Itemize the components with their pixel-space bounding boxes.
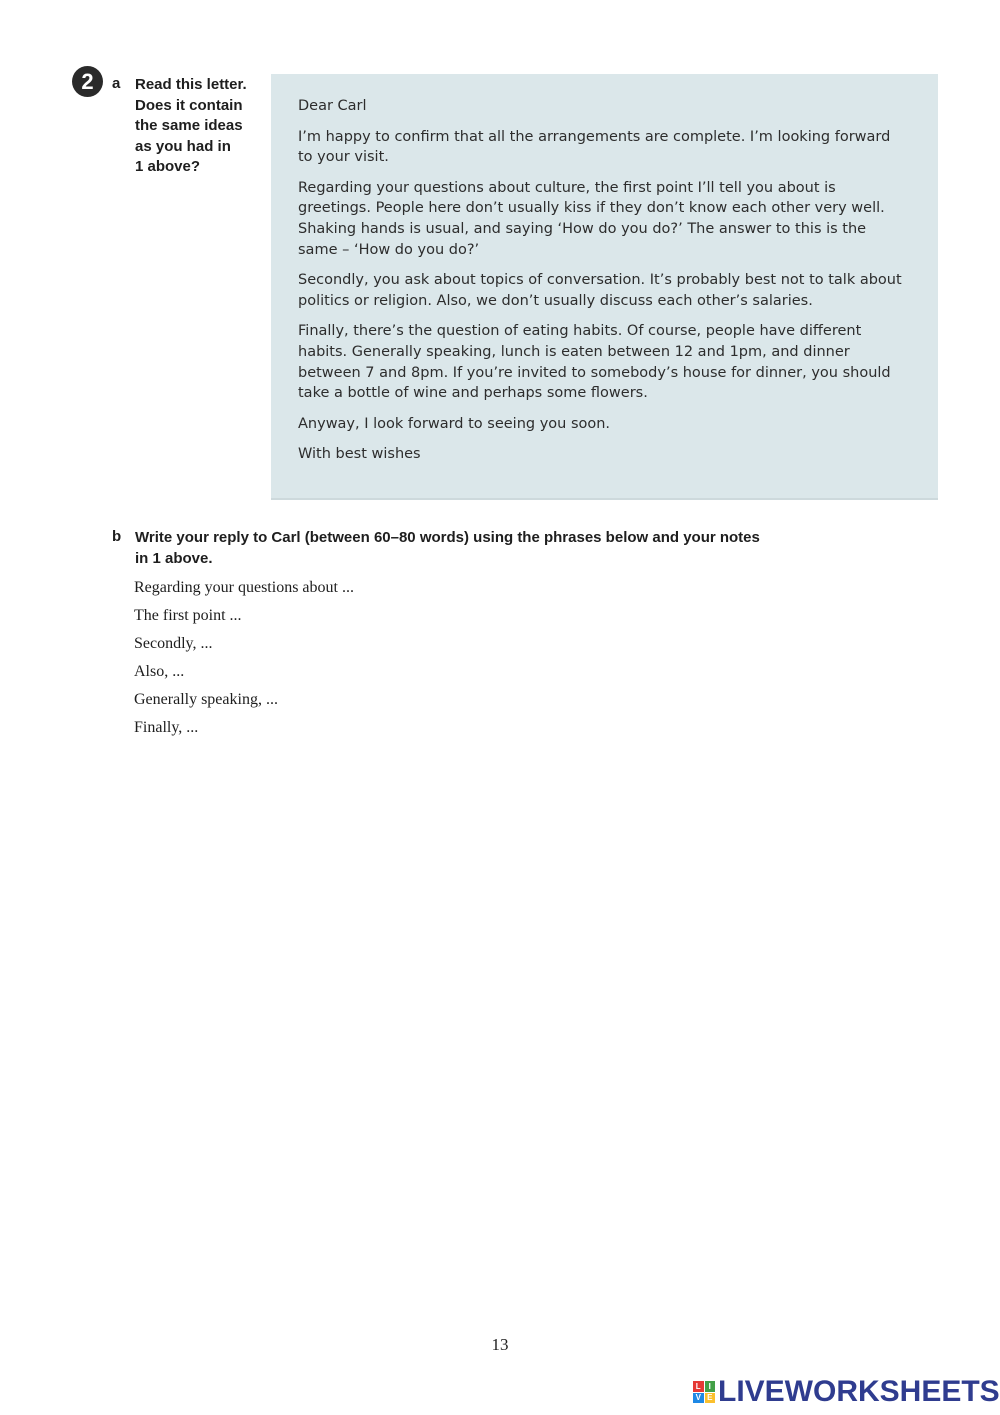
part-b-label: b bbox=[112, 528, 122, 545]
liveworksheets-name: LIVEWORKSHEETS bbox=[718, 1375, 1000, 1408]
phrase-item: The first point ... bbox=[134, 607, 242, 624]
logo-tile: E bbox=[705, 1393, 716, 1404]
letter-paragraph bbox=[298, 270, 918, 311]
part-a-instruction bbox=[135, 75, 265, 178]
instruction-line: Read this letter. bbox=[135, 76, 247, 93]
letter-paragraph bbox=[298, 414, 918, 435]
letter-line: With best wishes bbox=[298, 446, 421, 463]
instruction-line: Does it contain bbox=[135, 96, 243, 114]
logo-tile: V bbox=[693, 1393, 704, 1404]
letter-line: politics or religion. Also, we don’t usually discuss each other’s salaries. bbox=[298, 292, 813, 309]
letter-paragraph bbox=[298, 444, 918, 465]
logo-tile: I bbox=[705, 1381, 716, 1392]
phrase-item: Generally speaking, ... bbox=[134, 691, 278, 708]
part-a-label: a bbox=[112, 75, 121, 92]
instruction-line: 1 above? bbox=[135, 158, 201, 176]
phrase-item: Finally, ... bbox=[134, 719, 199, 736]
letter-paragraph bbox=[298, 96, 918, 117]
letter-line: Finally, there’s the question of eating habits. Of course, people have different bbox=[298, 323, 862, 340]
letter-line: habits. Generally speaking, lunch is eaten between 12 and 1pm, and dinner bbox=[298, 343, 850, 360]
letter-paragraph bbox=[298, 178, 918, 260]
letter-line: same – ‘How do you do?’ bbox=[298, 241, 480, 258]
instruction-line: as you had in bbox=[135, 137, 231, 155]
letter-line: to your visit. bbox=[298, 149, 389, 166]
letter-paragraph bbox=[298, 321, 918, 403]
letter-line: I’m happy to confirm that all the arrangements are complete. I’m looking forward bbox=[298, 128, 891, 145]
letter-line: Secondly, you ask about topics of conversation. It’s probably best not to talk about bbox=[298, 272, 902, 289]
letter-paragraph bbox=[298, 127, 918, 168]
liveworksheets-watermark bbox=[693, 1375, 1000, 1409]
phrase-item: Secondly, ... bbox=[134, 635, 213, 652]
letter-line: greetings. People here don’t usually kiss if they don’t know each other very well. bbox=[298, 200, 885, 217]
instruction-line: in 1 above. bbox=[135, 549, 213, 567]
letter-line: take a bottle of wine and perhaps some flowers. bbox=[298, 385, 648, 402]
letter-body bbox=[298, 96, 918, 475]
letter-line: Regarding your questions about culture, the first point I’ll tell you about is bbox=[298, 179, 836, 196]
letter-line: between 7 and 8pm. If you’re invited to somebody’s house for dinner, you should bbox=[298, 364, 891, 381]
page-number: 13 bbox=[491, 1335, 509, 1354]
letter-line: Dear Carl bbox=[298, 98, 367, 114]
exercise-number-badge: 2 bbox=[72, 66, 103, 97]
phrase-list bbox=[134, 574, 354, 742]
liveworksheets-logo-icon bbox=[693, 1381, 715, 1403]
part-b-instruction bbox=[135, 528, 815, 569]
instruction-line: the same ideas bbox=[135, 117, 243, 135]
letter-line: Shaking hands is usual, and saying ‘How do you do?’ The answer to this is the bbox=[298, 220, 867, 237]
phrase-item: Regarding your questions about ... bbox=[134, 579, 354, 596]
phrase-item: Also, ... bbox=[134, 663, 185, 680]
instruction-line: Write your reply to Carl (between 60–80 words) using the phrases below and your notes bbox=[135, 529, 760, 546]
letter-line: Anyway, I look forward to seeing you soon. bbox=[298, 415, 611, 432]
logo-tile: L bbox=[693, 1381, 704, 1392]
